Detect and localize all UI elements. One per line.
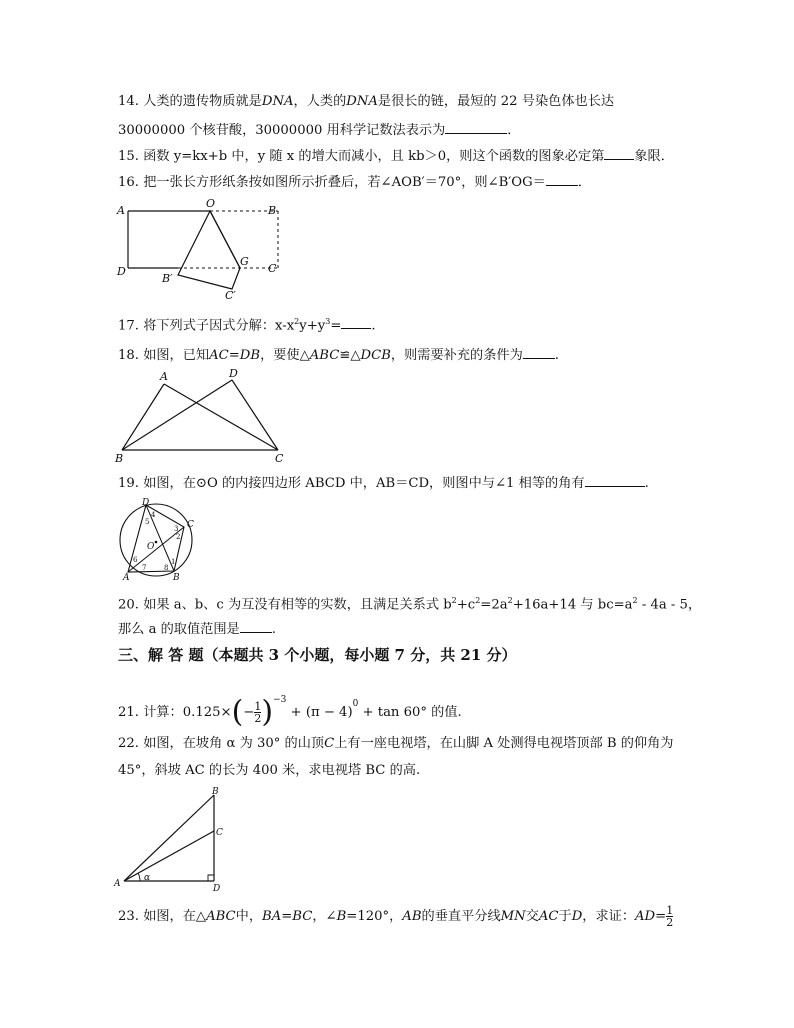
q14-text: 人类的遗传物质就是 — [143, 94, 262, 109]
q23-text: 的垂直平分线 — [421, 909, 501, 924]
q19-angle-5: 5 — [145, 518, 150, 526]
q23-angle-b: B — [336, 909, 347, 924]
q16-text: ． — [577, 175, 592, 190]
q21-text: + tan 60° 的值. — [362, 705, 462, 720]
q18-triangle: ABC — [309, 348, 340, 363]
q20-text: +16a+14 与 bc=a — [512, 597, 633, 613]
q18-text: ，要使△ — [260, 348, 310, 363]
q23-fraction-denominator: 2 — [666, 916, 674, 929]
q17-line — [118, 314, 376, 334]
q21-text: 计算：0.125× — [143, 705, 232, 720]
q17-text: 将下列式子因式分解：x-x — [143, 318, 295, 334]
q20-text: 那么 a 的取值范围是 — [118, 622, 240, 637]
q19-label-b: B — [173, 573, 180, 583]
q20-text: . — [271, 622, 276, 637]
q23-condition: BA=BC — [262, 909, 313, 924]
q19-circle-quadrilateral-figure — [112, 494, 202, 584]
q20-text: - 4a - 5， — [637, 597, 702, 613]
q21-left-paren: ( — [231, 694, 244, 730]
q23-segment-ac: AC — [538, 909, 559, 924]
q15-text: 象限． — [634, 149, 674, 164]
q22-tower-figure — [112, 785, 232, 893]
q22-text: 如图，在坡角 α 为 30° 的山顶 — [143, 736, 325, 751]
q16-label-b-prime: B′ — [162, 272, 173, 285]
q14-text: ，人类的 — [293, 94, 347, 109]
q19-angle-3: 3 — [174, 525, 179, 533]
q20-text: +c — [456, 597, 476, 613]
q16-folded-strip-figure — [112, 195, 292, 305]
q16-label-a: A — [117, 204, 125, 217]
q18-text: 如图，已知 — [143, 348, 210, 363]
q22-label-c: C — [216, 828, 223, 838]
q20-line1 — [118, 593, 701, 613]
q22-label-a: A — [114, 879, 121, 889]
q18-answer-blank[interactable] — [523, 346, 555, 359]
q16-label-o: O — [206, 197, 216, 210]
q21-line — [118, 680, 462, 730]
q19-angle-2: 2 — [176, 533, 181, 541]
q14-text: 30000000 个核苷酸，30000000 用科学记数法表示为 — [118, 123, 446, 138]
q21-exponent: 0 — [352, 699, 359, 709]
q23-line — [118, 904, 673, 930]
q18-condition: AC=DB — [209, 348, 261, 363]
q16-label-b: B — [268, 204, 277, 217]
q19-label-a: A — [123, 573, 130, 583]
q23-fraction — [666, 905, 673, 928]
q18-label-a: A — [160, 370, 168, 383]
q16-number: 16. — [118, 175, 139, 190]
q22-label-d: D — [213, 884, 221, 894]
q20-answer-blank[interactable] — [240, 620, 272, 633]
q19-label-d: D — [142, 498, 150, 508]
q16-answer-blank[interactable] — [546, 173, 578, 186]
q16-label-c: C — [268, 262, 277, 275]
q18-number: 18. — [118, 348, 139, 363]
q21-right-paren: ) — [261, 694, 274, 730]
q20-line2 — [118, 620, 276, 638]
q17-answer-blank[interactable] — [341, 316, 371, 329]
q22-label-alpha: α — [144, 873, 151, 883]
q19-angle-8: 8 — [164, 564, 169, 572]
q14-text: ． — [507, 123, 521, 138]
q23-text: 如图，在△ — [143, 909, 207, 924]
q16-text: 把一张长方形纸条按如图所示折叠后，若∠AOB′＝70°，则∠B′OG＝ — [143, 175, 546, 190]
q22-number: 22. — [118, 736, 139, 751]
q14-dna: DNA — [346, 94, 378, 109]
q20-text: 如果 a、b、c 为互没有相等的实数，且满足关系式 b — [143, 597, 452, 613]
q20-exponent: 2 — [451, 596, 457, 605]
q20-exponent: 2 — [475, 596, 481, 605]
q23-text: = — [655, 909, 667, 924]
q21-exponent: −3 — [273, 695, 287, 705]
q22-point-c: C — [324, 736, 335, 751]
q16-label-c-prime: C′ — [225, 289, 236, 302]
q19-angle-6: 6 — [133, 556, 138, 564]
q22-line2 — [118, 763, 420, 779]
q18-line — [118, 346, 559, 364]
q19-line — [118, 474, 649, 492]
q14-line1 — [118, 94, 614, 110]
q15-answer-blank[interactable] — [604, 147, 634, 160]
q19-angle-1: 1 — [171, 558, 176, 566]
q17-text: = — [330, 318, 342, 334]
q14-answer-blank[interactable] — [445, 121, 507, 134]
q23-segment-ad: AD — [635, 909, 656, 924]
q15-line — [118, 147, 674, 165]
q17-exponent: 3 — [325, 317, 331, 326]
q21-minus: − — [243, 705, 255, 720]
q18-label-c: C — [275, 452, 284, 465]
q16-label-d: D — [117, 265, 126, 278]
q21-number: 21. — [118, 705, 139, 720]
q19-answer-blank[interactable] — [585, 474, 645, 487]
q15-number: 15. — [118, 149, 139, 164]
q22-label-b: B — [212, 787, 219, 797]
q21-pi-expression: (π − 4) — [305, 705, 353, 720]
q18-text: ，则需要补充的条件为 — [390, 348, 523, 363]
q17-text: . — [371, 318, 376, 334]
q14-line2 — [118, 121, 520, 139]
q16-line — [118, 173, 591, 191]
q22-text: 45°，斜坡 AC 的长为 400 米，求电视塔 BC 的高. — [118, 763, 421, 778]
q21-plus: + — [290, 705, 302, 720]
q23-text: ，∠ — [312, 909, 337, 924]
q18-label-b: B — [115, 452, 124, 465]
q21-fraction-denominator: 2 — [254, 712, 262, 725]
q18-triangles-figure — [112, 366, 292, 464]
q15-text: 函数 y=kx+b 中，y 随 x 的增大而减小，且 kb＞0，则这个函数的图象必定第 — [143, 149, 605, 164]
q23-triangle: ABC — [206, 909, 236, 924]
q22-line1 — [118, 736, 674, 752]
q20-exponent: 2 — [507, 596, 513, 605]
q14-number: 14. — [118, 94, 139, 109]
q20-number: 20. — [118, 597, 139, 613]
q19-number: 19. — [118, 476, 139, 491]
q23-text: 于 — [558, 909, 572, 924]
q18-label-d: D — [229, 367, 238, 380]
q23-fraction-numerator: 1 — [666, 904, 674, 917]
q19-label-c: C — [187, 520, 194, 530]
q23-text: =120°， — [346, 909, 403, 924]
q14-text: 是很长的链，最短的 22 号染色体也长达 — [377, 94, 615, 109]
q18-text: . — [554, 348, 559, 363]
q20-exponent: 2 — [632, 596, 638, 605]
q19-text: . — [644, 476, 649, 491]
q23-text: 交 — [525, 909, 539, 924]
q18-text: ≌△ — [339, 348, 361, 363]
section-heading: 三、解 答 题（本题共 3 个小题，每小题 7 分，共 21 分） — [118, 646, 517, 664]
q17-exponent: 2 — [294, 317, 300, 326]
q19-angle-7: 7 — [142, 564, 147, 572]
q23-segment-ab: AB — [402, 909, 422, 924]
q14-dna: DNA — [261, 94, 294, 109]
q22-text: 上有一座电视塔，在山脚 A 处测得电视塔顶部 B 的仰角为 — [334, 736, 674, 751]
q23-point-d: D — [571, 909, 583, 924]
q19-text: 如图，在⊙O 的内接四边形 ABCD 中，AB＝CD，则图中与∠1 相等的角有 — [143, 476, 585, 491]
q18-triangle: DCB — [360, 348, 391, 363]
q23-number: 23. — [118, 909, 139, 924]
q17-number: 17. — [118, 318, 139, 334]
q20-text: =2a — [480, 597, 508, 613]
q23-text: 中， — [235, 909, 263, 924]
q19-label-o: O — [147, 542, 155, 552]
q21-fraction-numerator: 1 — [254, 700, 262, 713]
q23-text: ，求证： — [582, 909, 636, 924]
q19-angle-4: 4 — [151, 511, 156, 519]
q23-line-mn: MN — [500, 909, 526, 924]
q16-label-g: G — [240, 255, 249, 268]
q17-text: y+y — [299, 318, 326, 334]
